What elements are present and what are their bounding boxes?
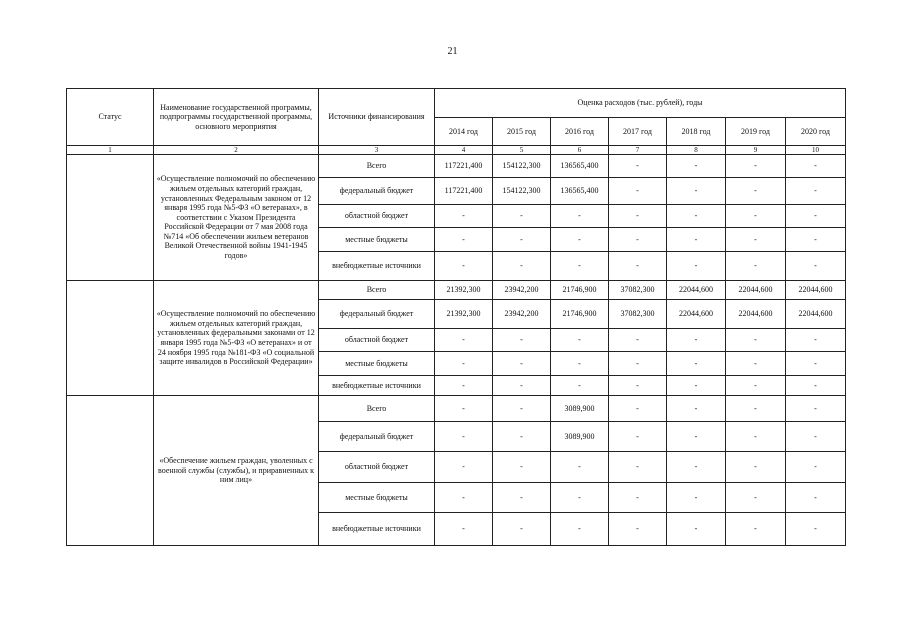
expense-value-cell: - <box>726 178 786 205</box>
funding-source-cell: Всего <box>319 155 435 178</box>
expense-value-cell: - <box>493 205 551 228</box>
expense-value-cell: 22044,600 <box>786 281 846 300</box>
expense-value-cell: - <box>609 178 667 205</box>
expense-value-cell: 22044,600 <box>667 281 726 300</box>
expense-value-cell: - <box>609 483 667 513</box>
expense-value-cell: - <box>551 228 609 252</box>
expense-value-cell: - <box>667 329 726 352</box>
expense-value-cell: - <box>551 513 609 546</box>
expense-value-cell: - <box>667 396 726 422</box>
expense-value-cell: - <box>435 483 493 513</box>
expense-value-cell: 154122,300 <box>493 178 551 205</box>
expense-value-cell: - <box>551 329 609 352</box>
expense-value-cell: - <box>786 178 846 205</box>
column-number: 9 <box>726 146 786 155</box>
header-year: 2014 год <box>435 118 493 146</box>
expense-value-cell: - <box>786 452 846 483</box>
expense-value-cell: - <box>667 155 726 178</box>
funding-source-cell: областной бюджет <box>319 452 435 483</box>
expense-value-cell: 3089,900 <box>551 396 609 422</box>
funding-source-cell: федеральный бюджет <box>319 300 435 329</box>
expense-value-cell: 21746,900 <box>551 281 609 300</box>
column-number: 8 <box>667 146 726 155</box>
expense-value-cell: - <box>786 376 846 396</box>
funding-source-cell: областной бюджет <box>319 329 435 352</box>
expense-value-cell: - <box>786 422 846 452</box>
expense-value-cell: - <box>435 452 493 483</box>
expense-value-cell: - <box>609 205 667 228</box>
expense-value-cell: - <box>667 376 726 396</box>
table-body <box>67 155 846 546</box>
expense-value-cell: - <box>726 396 786 422</box>
expense-value-cell: - <box>609 228 667 252</box>
expense-value-cell: - <box>493 329 551 352</box>
funding-source-cell: внебюджетные источники <box>319 252 435 281</box>
header-expense: Оценка расходов (тыс. рублей), годы <box>435 89 846 118</box>
expense-value-cell: 22044,600 <box>786 300 846 329</box>
column-number: 2 <box>154 146 319 155</box>
expense-value-cell: 37082,300 <box>609 281 667 300</box>
expense-value-cell: - <box>726 513 786 546</box>
expense-value-cell: - <box>786 252 846 281</box>
expense-value-cell: - <box>493 483 551 513</box>
expense-value-cell: - <box>667 483 726 513</box>
header-year: 2019 год <box>726 118 786 146</box>
expense-value-cell: - <box>435 352 493 376</box>
status-cell <box>67 155 154 281</box>
funding-source-cell: областной бюджет <box>319 205 435 228</box>
expense-value-cell: - <box>786 483 846 513</box>
expense-value-cell: - <box>609 352 667 376</box>
header-year: 2018 год <box>667 118 726 146</box>
funding-source-cell: внебюджетные источники <box>319 376 435 396</box>
expense-value-cell: 3089,900 <box>551 422 609 452</box>
expense-value-cell: - <box>667 513 726 546</box>
program-name-cell: «Осуществление полномочий по обеспечению жильем отдельных категорий граждан, установленных федеральными законами от 12 января 1995 года №5-ФЗ «О ветеранах» и от 24 ноября 1995 года №181-ФЗ «О социальной защите инвалидов в Российской Федерации» <box>154 281 319 396</box>
table-row <box>67 281 846 300</box>
expense-value-cell: 117221,400 <box>435 155 493 178</box>
expense-value-cell: 22044,600 <box>726 300 786 329</box>
expense-value-cell: - <box>667 352 726 376</box>
table-row <box>67 396 846 422</box>
expense-value-cell: - <box>726 205 786 228</box>
expense-value-cell: - <box>726 329 786 352</box>
header-sources: Источники финансирования <box>319 89 435 146</box>
expense-value-cell: - <box>726 376 786 396</box>
expense-value-cell: - <box>726 352 786 376</box>
expense-value-cell: - <box>435 513 493 546</box>
table-row <box>67 155 846 178</box>
column-number: 10 <box>786 146 846 155</box>
expense-value-cell: - <box>609 396 667 422</box>
header-year: 2020 год <box>786 118 846 146</box>
expense-value-cell: - <box>726 252 786 281</box>
expense-value-cell: - <box>786 396 846 422</box>
expense-value-cell: 22044,600 <box>667 300 726 329</box>
expense-value-cell: 21392,300 <box>435 281 493 300</box>
expense-value-cell: - <box>493 228 551 252</box>
expense-value-cell: - <box>609 155 667 178</box>
column-number: 1 <box>67 146 154 155</box>
expense-value-cell: 21746,900 <box>551 300 609 329</box>
funding-source-cell: местные бюджеты <box>319 352 435 376</box>
expense-value-cell: - <box>726 452 786 483</box>
expense-value-cell: - <box>786 513 846 546</box>
program-name-cell: «Осуществление полномочий по обеспечению жильем отдельных категорий граждан, установленных Федеральным законом от 12 января 1995 года №5-ФЗ «О ветеранах», в соответствии с Указом Президента Российской Федерации от 7 мая 2008 года №714 «Об обеспечении жильем ветеранов Великой Отечественной войны 1941-1945 годов» <box>154 155 319 281</box>
column-number: 7 <box>609 146 667 155</box>
expense-value-cell: - <box>551 483 609 513</box>
funding-source-cell: внебюджетные источники <box>319 513 435 546</box>
expense-value-cell: - <box>551 376 609 396</box>
expense-value-cell: - <box>493 452 551 483</box>
expense-value-cell: - <box>609 452 667 483</box>
page-number: 21 <box>447 46 458 57</box>
status-cell <box>67 281 154 396</box>
funding-source-cell: федеральный бюджет <box>319 422 435 452</box>
expense-value-cell: 23942,200 <box>493 300 551 329</box>
expense-value-cell: - <box>435 329 493 352</box>
expense-value-cell: - <box>726 155 786 178</box>
funding-source-cell: федеральный бюджет <box>319 178 435 205</box>
funding-source-cell: местные бюджеты <box>319 228 435 252</box>
expense-value-cell: - <box>493 376 551 396</box>
expense-value-cell: - <box>667 205 726 228</box>
expense-value-cell: - <box>435 376 493 396</box>
funding-source-cell: местные бюджеты <box>319 483 435 513</box>
expense-value-cell: 22044,600 <box>726 281 786 300</box>
expense-value-cell: - <box>493 396 551 422</box>
column-number: 4 <box>435 146 493 155</box>
program-name-cell: «Обеспечение жильем граждан, уволенных с военной службы (службы), и приравненных к ним лиц» <box>154 396 319 546</box>
expense-value-cell: - <box>609 422 667 452</box>
expense-value-cell: - <box>609 329 667 352</box>
funding-source-cell: Всего <box>319 396 435 422</box>
expense-value-cell: 23942,200 <box>493 281 551 300</box>
expense-value-cell: 136565,400 <box>551 178 609 205</box>
funding-source-cell: Всего <box>319 281 435 300</box>
expense-value-cell: - <box>726 228 786 252</box>
expense-value-cell: - <box>551 452 609 483</box>
header-year: 2017 год <box>609 118 667 146</box>
column-number: 6 <box>551 146 609 155</box>
header-status: Статус <box>67 89 154 146</box>
expense-value-cell: - <box>493 352 551 376</box>
expense-value-cell: - <box>435 422 493 452</box>
expense-value-cell: - <box>609 513 667 546</box>
expense-value-cell: - <box>551 205 609 228</box>
expense-value-cell: - <box>786 205 846 228</box>
expense-value-cell: 21392,300 <box>435 300 493 329</box>
header-year: 2015 год <box>493 118 551 146</box>
header-name: Наименование государственной программы, подпрограммы государственной программы, основного мероприятия <box>154 89 319 146</box>
status-cell <box>67 396 154 546</box>
expense-value-cell: - <box>493 252 551 281</box>
budget-table <box>66 88 846 546</box>
expense-value-cell: - <box>786 228 846 252</box>
expense-value-cell: - <box>667 252 726 281</box>
expense-value-cell: - <box>667 452 726 483</box>
expense-value-cell: - <box>726 483 786 513</box>
column-number: 3 <box>319 146 435 155</box>
expense-value-cell: - <box>667 178 726 205</box>
header-year: 2016 год <box>551 118 609 146</box>
expense-value-cell: - <box>786 352 846 376</box>
expense-value-cell: - <box>493 422 551 452</box>
column-number: 5 <box>493 146 551 155</box>
expense-value-cell: - <box>786 155 846 178</box>
expense-value-cell: - <box>609 252 667 281</box>
expense-value-cell: 136565,400 <box>551 155 609 178</box>
expense-value-cell: - <box>667 228 726 252</box>
expense-value-cell: 117221,400 <box>435 178 493 205</box>
expense-value-cell: - <box>435 252 493 281</box>
expense-value-cell: 37082,300 <box>609 300 667 329</box>
expense-value-cell: - <box>786 329 846 352</box>
expense-value-cell: - <box>551 352 609 376</box>
expense-value-cell: 154122,300 <box>493 155 551 178</box>
expense-value-cell: - <box>551 252 609 281</box>
expense-value-cell: - <box>609 376 667 396</box>
expense-value-cell: - <box>667 422 726 452</box>
column-number-row <box>67 146 846 155</box>
header-row-top <box>67 89 846 118</box>
expense-value-cell: - <box>726 422 786 452</box>
expense-value-cell: - <box>493 513 551 546</box>
expense-value-cell: - <box>435 396 493 422</box>
expense-value-cell: - <box>435 205 493 228</box>
expense-value-cell: - <box>435 228 493 252</box>
